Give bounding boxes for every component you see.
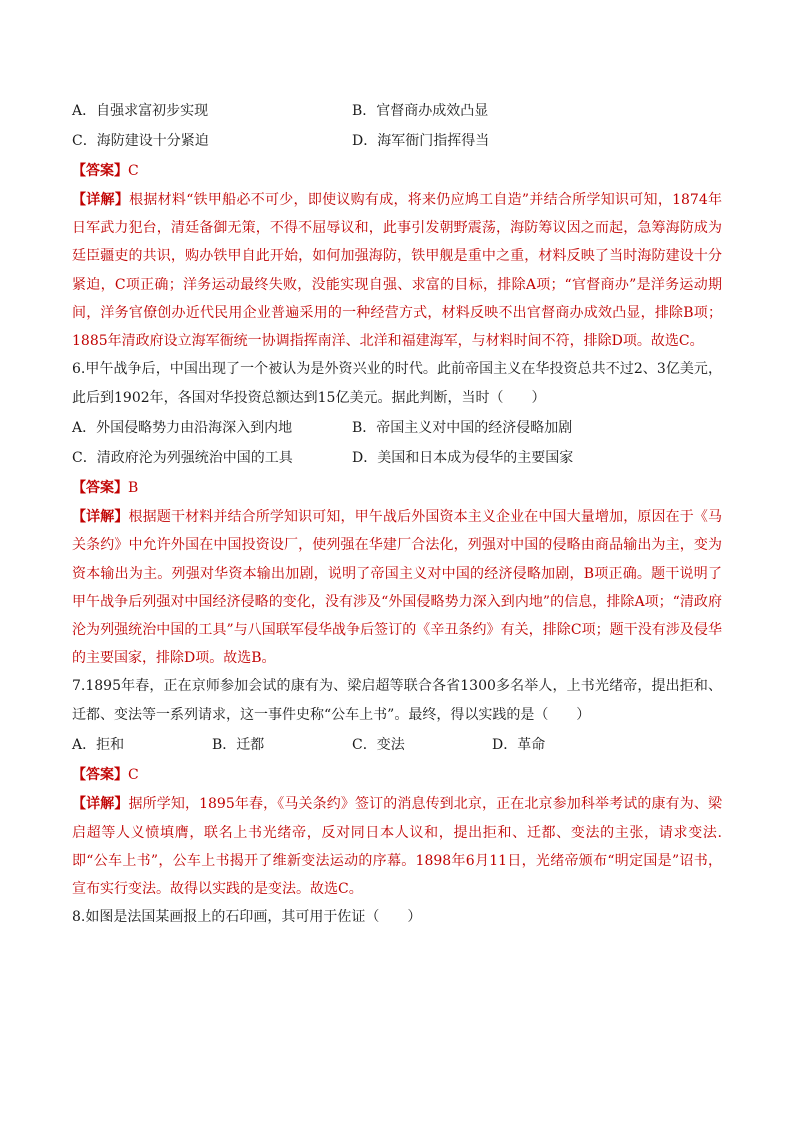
q5-explanation (72, 186, 722, 355)
q5-options-row-2 (72, 126, 722, 156)
answer-tag: 【答案】 (72, 767, 128, 784)
answer-value: C (128, 767, 139, 784)
detail-text: 据所学知，1895年春，《马关条约》签订的消息传到北京，正在北京参加科举考试的康有为、梁启超等人义愤填膺，联名上书光绪帝，反对同日本人议和，提出拒和、迁都、变法的主张，请求变法. 即“公车上书”，公车上书揭开了维新变法运动的序幕。1898年6月11日，光绪帝颁布“明定国是”诏书，宣布实行变法。故得以实践的是变法。故选C。 (72, 796, 722, 898)
q5-answer (72, 156, 722, 186)
answer-tag: 【答案】 (72, 480, 128, 497)
q5-option-b[interactable]: B．官督商办成效凸显 (352, 103, 489, 119)
q7-option-c[interactable]: C．变法 (352, 737, 405, 754)
q6-stem: 6.甲午战争后，中国出现了一个被认为是外资兴业的时代。此前帝国主义在华投资总共不过2、3亿美元，此后到1902年，各国对华投资总额达到15亿美元。据此判断，当时（ ） (72, 361, 722, 407)
q8-stem: 8.如图是法国某画报上的石印画，其可用于佐证（ ） (72, 909, 422, 926)
q5-option-a[interactable]: A．自强求富初步实现 (72, 103, 209, 119)
q7-explanation (72, 790, 722, 903)
q7-option-a[interactable]: A．拒和 (72, 737, 125, 754)
q7-option-b[interactable]: B．迁都 (212, 737, 265, 754)
q6-option-a[interactable]: A．外国侵略势力由沿海深入到内地 (72, 420, 293, 437)
q6-option-c[interactable]: C．清政府沦为列强统治中国的工具 (72, 450, 293, 467)
page-content (72, 96, 722, 932)
q6-options-row-2 (72, 443, 722, 473)
q7-options-row (72, 730, 722, 760)
q6-option-d[interactable]: D．美国和日本成为侵华的主要国家 (352, 450, 574, 467)
q5-option-c[interactable]: C．海防建设十分紧迫 (72, 133, 209, 149)
q6-explanation (72, 503, 722, 672)
q7-stem: 7.1895年春，正在京师参加会试的康有为、梁启超等联合各省1300多名举人，上书光绪帝，提出拒和、迁都、变法等一系列请求，这一事件史称“公车上书”。最终，得以实践的是（ ） (72, 678, 722, 724)
q5-options-row-1 (72, 96, 722, 126)
q7-answer (72, 760, 722, 790)
q6-option-b[interactable]: B．帝国主义对中国的经济侵略加剧 (352, 420, 573, 437)
q5-option-d[interactable]: D．海军衙门指挥得当 (352, 133, 490, 149)
detail-tag: 【详解】 (72, 192, 130, 208)
detail-tag: 【详解】 (72, 509, 129, 526)
q7-option-d[interactable]: D．革命 (492, 737, 546, 754)
answer-value: C (128, 163, 139, 179)
q6-answer (72, 473, 722, 503)
q6-options-row-1 (72, 413, 722, 443)
answer-value: B (128, 480, 139, 497)
detail-text: 根据题干材料并结合所学知识可知，甲午战后外国资本主义企业在中国大量增加，原因在于《马关条约》中允许外国在中国投资设厂，使列强在华建厂合法化，列强对中国的侵略由商品输出为主，变为资本输出为主。列强对华资本输出加剧，说明了帝国主义对中国的经济侵略加剧，B项正确。题干说明了甲午战争后列强对中国经济侵略的变化，没有涉及“外国侵略势力深入到内地”的信息，排除A项；“清政府沦为列强统治中国的工具”与八国联军侵华战争后签订的《辛丑条约》有关，排除C项；题干没有涉及侵华的主要国家，排除D项。故选B。 (72, 509, 723, 667)
answer-tag: 【答案】 (72, 163, 128, 179)
detail-text: 根据材料“铁甲船必不可少，即使议购有成，将来仍应鸠工自造”并结合所学知识可知，1874年日军武力犯台，清廷备御无策，不得不屈辱议和，此事引发朝野震荡，海防筹议因之而起，急筹海防成为廷臣疆吏的共识，购办铁甲自此开始，如何加强海防，铁甲舰是重中之重，材料反映了当时海防建设十分紧迫，C项正确；洋务运动最终失败，没能实现自强、求富的目标，排除A项；“官督商办”是洋务运动期间，洋务官僚创办近代民用企业普遍采用的一种经营方式，材料反映不出官督商办成效凸显，排除B项；1885年清政府设立海军衙统一协调指挥南洋、北洋和福建海军，与材料时间不符，排除D项。故选C。 (72, 192, 723, 350)
detail-tag: 【详解】 (72, 796, 129, 813)
